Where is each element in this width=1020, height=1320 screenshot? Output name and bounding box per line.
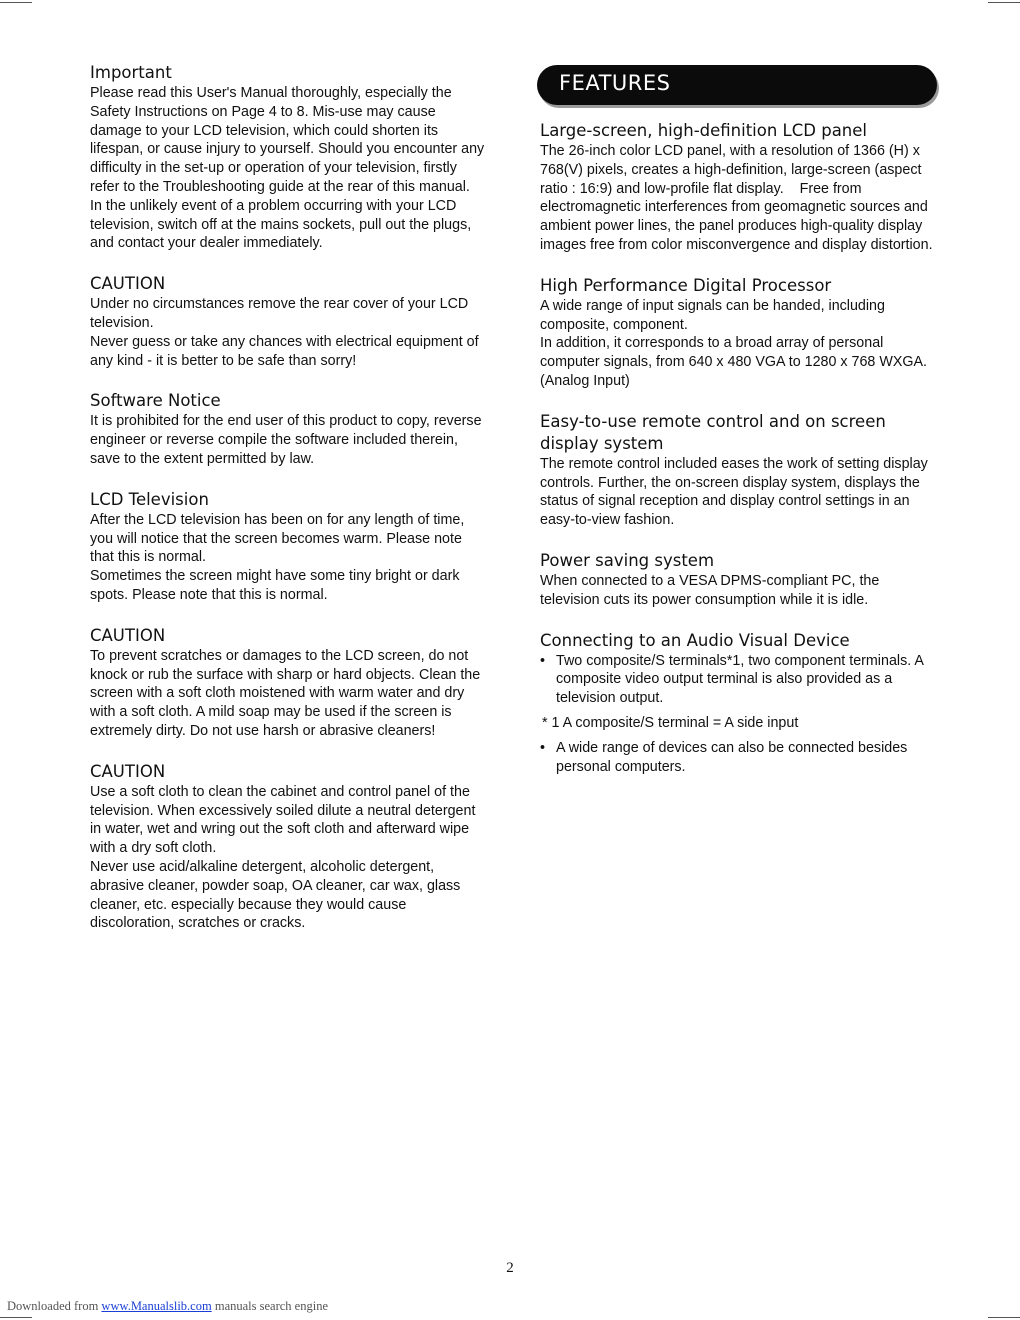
feature-heading: Power saving system	[540, 550, 715, 570]
right-column	[540, 62, 940, 796]
footer-prefix: Downloaded from	[7, 1299, 99, 1313]
av-device-feature	[540, 630, 940, 777]
left-column	[90, 62, 486, 953]
download-footer	[7, 1299, 328, 1314]
feature-heading: Easy-to-use remote control and on screen display system	[540, 411, 886, 453]
feature-heading: Large-screen, high-definition LCD panel	[540, 121, 867, 140]
remote-control-feature	[540, 411, 940, 530]
section-paragraph: After the LCD television has been on for any length of time, you will notice that the screen becomes warm. Please note that this is normal.	[90, 511, 465, 566]
caution-screen-section	[90, 625, 486, 741]
power-saving-feature	[540, 550, 940, 610]
features-title: FEATURES	[559, 71, 671, 95]
feature-paragraph: In addition, it corresponds to a broad array of personal computer signals, from 640 x 480 VGA to 1280 x 768 WXGA. (Analog Input)	[540, 335, 928, 389]
bullet-dot: •	[540, 739, 546, 756]
crop-mark	[988, 2, 1020, 3]
crop-mark	[0, 1317, 32, 1318]
crop-mark	[0, 2, 32, 3]
bullet-text: A wide range of devices can also be connected besides personal computers.	[556, 739, 908, 775]
section-heading: Important	[90, 63, 172, 82]
feature-heading: High Performance Digital Processor	[540, 275, 832, 295]
footnote: * 1 A composite/S terminal = A side input	[542, 714, 799, 731]
bullet-text: Two composite/S terminals*1, two component terminals. A composite video output terminal is also provided as a television output.	[556, 652, 924, 707]
software-notice-section	[90, 390, 486, 468]
lcd-television-section	[90, 489, 486, 605]
important-section	[90, 62, 486, 253]
section-heading: CAUTION	[90, 761, 166, 781]
bullet-dot: •	[540, 652, 546, 669]
lcd-panel-feature	[540, 120, 940, 255]
feature-paragraph: The remote control included eases the work of setting display controls. Further, the on-screen display system, displays the status of signal reception and display control settings in an easy-to-view fashion.	[540, 455, 928, 529]
footer-suffix: manuals search engine	[214, 1299, 328, 1313]
digital-processor-feature	[540, 275, 940, 391]
section-heading: LCD Television	[90, 489, 209, 509]
bullet-item	[540, 652, 940, 708]
section-paragraph: Under no circumstances remove the rear cover of your LCD television.	[90, 296, 469, 331]
caution-rear-cover-section	[90, 273, 486, 370]
bullet-item	[540, 739, 940, 777]
features-banner	[537, 65, 937, 105]
page-number: 2	[506, 1260, 514, 1276]
section-paragraph: Never use acid/alkaline detergent, alcoholic detergent, abrasive cleaner, powder soap, OA cleaner, car wax, glass cleaner, etc. especially because they would cause discoloration, scratches or cracks.	[90, 858, 461, 932]
manualslib-link[interactable]: www.Manualslib.com	[101, 1299, 212, 1313]
crop-mark	[988, 1317, 1020, 1318]
feature-heading: Connecting to an Audio Visual Device	[540, 630, 850, 650]
feature-paragraph: When connected to a VESA DPMS-compliant PC, the television cuts its power consumption while it is idle.	[540, 572, 880, 608]
feature-paragraph: A wide range of input signals can be handed, including composite, component.	[540, 297, 885, 333]
section-paragraph: Never guess or take any chances with electrical equipment of any kind - it is better to be safe than sorry!	[90, 333, 479, 369]
section-paragraph: Please read this User's Manual thoroughly, especially the Safety Instructions on Page 4 to 8. Mis-use may cause damage to your LCD television, which could shorten its lifespan, or cause injury to yourself. Should you encounter any difficulty in the set-up or operation of your television, firstly refer to the Troubleshooting guide at the rear of this manual.	[90, 85, 485, 195]
feature-paragraph: The 26-inch color LCD panel, with a resolution of 1366 (H) x 768(V) pixels, creates a high-definition, large-screen (aspect ratio : 16:9) and low-profile flat display. Free from electromagnetic interferences from geomagnetic sources and ambient power lines, the panel produces high-quality display images free from color misconvergence and display distortion.	[540, 143, 933, 253]
caution-cabinet-section	[90, 761, 486, 933]
section-heading: CAUTION	[90, 274, 166, 294]
section-paragraph: It is prohibited for the end user of this product to copy, reverse engineer or reverse compile the software included therein, save to the extent permitted by law.	[90, 413, 482, 467]
section-paragraph: In the unlikely event of a problem occurring with your LCD television, switch off at the mains sockets, pull out the plugs, and contact your dealer immediately.	[90, 197, 472, 252]
section-paragraph: Sometimes the screen might have some tiny bright or dark spots. Please note that this is normal.	[90, 568, 460, 603]
section-paragraph: Use a soft cloth to clean the cabinet and control panel of the television. When excessively soiled dilute a neutral detergent in water, wet and wring out the soft cloth and afterward wipe with a dry soft cloth.	[90, 783, 476, 857]
section-heading: Software Notice	[90, 391, 221, 411]
section-heading: CAUTION	[90, 625, 166, 645]
section-paragraph: To prevent scratches or damages to the LCD screen, do not knock or rub the surface with sharp or hard objects. Clean the screen with a soft cloth moistened with warm water and dry with a soft cloth. A mild soap may be used if the screen is extremely dirty. Do not use harsh or abrasive cleaners!	[90, 647, 481, 739]
